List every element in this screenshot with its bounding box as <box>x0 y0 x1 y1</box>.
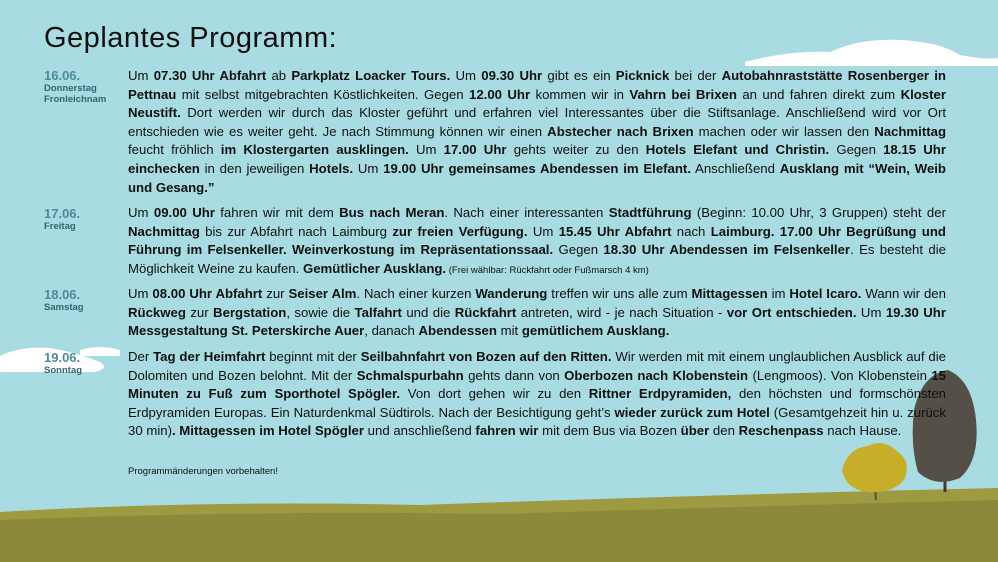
emphasis-text: Bus nach Meran <box>339 205 445 220</box>
emphasis-text: Seiser Alm <box>288 286 357 301</box>
emphasis-text: Seilbahnfahrt von Bozen auf den Ritten. <box>360 349 612 364</box>
program-paragraph-1 <box>128 67 946 197</box>
body-text: , danach <box>364 323 419 339</box>
body-text: nach <box>671 223 711 239</box>
cloud-left-small <box>80 347 120 356</box>
emphasis-text: Talfahrt <box>354 304 402 320</box>
body-text: und die <box>401 304 455 320</box>
body-text: Wann wir den <box>861 286 946 301</box>
day-weekday: Donnerstag <box>44 83 97 94</box>
body-text: Anschließend <box>691 160 780 176</box>
body-text: . Nach einer kurzen <box>356 286 476 301</box>
body-text: feucht fröhlich <box>128 142 221 158</box>
day-holiday: Fronleichnam <box>44 94 107 105</box>
emphasis-text: 15.45 Uhr Abfahrt <box>558 223 672 239</box>
emphasis-text: Tag der Heimfahrt <box>153 349 266 364</box>
body-text: (Lengmoos). Von Klobenstein <box>748 367 932 383</box>
emphasis-text: Hotels Elefant und Christin. <box>645 142 830 158</box>
emphasis-text: 19.00 Uhr gemeinsames Abendessen im Elefant. <box>383 160 691 176</box>
footer-note: Programmänderungen vorbehalten! <box>128 466 278 477</box>
body-text: Der <box>128 349 154 364</box>
day-weekday: Freitag <box>44 221 76 232</box>
emphasis-text: Reschenpass <box>738 423 824 439</box>
program-paragraph-2 <box>128 204 946 280</box>
body-text: Um <box>353 160 384 176</box>
body-text: zur <box>262 286 289 301</box>
body-text: in den jeweiligen <box>199 160 310 176</box>
body-text: Um <box>128 205 154 220</box>
body-text: , sowie die <box>286 304 355 320</box>
emphasis-text: zur freien Verfügung. <box>392 223 528 239</box>
emphasis-text: Ausklang mit “Wein, Weib und Gesang.” <box>128 160 946 195</box>
program-paragraph-3 <box>128 285 946 341</box>
body-text: zur <box>185 304 214 320</box>
emphasis-text: . Mittagessen im Hotel Spögler <box>171 423 364 439</box>
body-text: (Beginn: 10.00 Uhr, 3 Gruppen) steht der <box>691 205 946 220</box>
body-text: beginnt mit der <box>265 349 361 364</box>
body-text: antreten, wird - je nach Situation - <box>516 304 727 320</box>
emphasis-text: Gemütlicher Ausklang. <box>302 260 447 276</box>
emphasis-text: Abstecher nach Brixen <box>547 123 694 139</box>
emphasis-text: Autobahnraststätte Rosenberger in Pettnau <box>128 68 946 102</box>
emphasis-text: 19.30 Uhr Messgestaltung St. Peterskirche Auer <box>128 304 946 339</box>
emphasis-text: Stadtführung <box>608 205 692 220</box>
emphasis-text: 17.00 Uhr Begrüßung und Führung im Felsenkeller. Weinverkostung im Repräsentationssaal. <box>128 223 946 258</box>
emphasis-text: fahren wir <box>475 423 539 439</box>
body-text: Um <box>527 223 559 239</box>
body-text: bei der <box>669 68 722 83</box>
emphasis-text: Wanderung <box>475 286 548 301</box>
body-text: den <box>709 423 739 439</box>
body-text: Wir werden mit mit einem unglaublichen Ausblick auf die Dolomiten und Bozen belohnt. Mit der <box>128 349 946 383</box>
day-label-2 <box>44 206 80 232</box>
emphasis-text: 09.00 Uhr <box>153 205 215 220</box>
body-text: machen oder wir lassen den <box>693 123 875 139</box>
body-text: im <box>767 286 790 301</box>
body-text: Von dort gehen wir zu den <box>400 386 589 402</box>
body-text: bis zur Abfahrt nach Laimburg <box>199 223 393 239</box>
emphasis-text: 18.15 Uhr einchecken <box>128 142 946 176</box>
body-text: Um <box>408 142 444 158</box>
body-text: (Frei wählbar: Rückfahrt oder Fußmarsch 4 km) <box>446 264 649 276</box>
emphasis-text: 12.00 Uhr <box>468 86 531 102</box>
emphasis-text: Kloster Neustift. <box>128 86 946 121</box>
emphasis-text: Rückfahrt <box>454 304 517 320</box>
emphasis-text: Bergstation <box>213 304 287 320</box>
body-text: fahren wir mit dem <box>214 205 340 220</box>
body-text: Um <box>856 304 886 320</box>
emphasis-text: wieder zurück zum Hotel <box>614 404 770 420</box>
emphasis-text: Vahrn bei Brixen <box>629 86 737 102</box>
body-text: mit selbst mitgebrachten Köstlichkeiten. Gegen <box>176 86 469 102</box>
emphasis-text: Hotels. <box>309 160 354 176</box>
body-text: Dort werden wir durch das Kloster geführt und erfahren viel Interessantes über die Stiftsanlage. Anschließend wird vor Ort entschieden wie es weiter geht. Je nach Stimmung können wir einen <box>128 105 946 139</box>
program-paragraph-4 <box>128 348 946 441</box>
body-text: mit dem Bus via Bozen <box>538 423 681 439</box>
body-text: (Gesamtgehzeit hin u. zurück 30 min) <box>128 404 946 439</box>
emphasis-text: Picknick <box>615 68 670 83</box>
emphasis-text: Mittagessen <box>691 286 768 301</box>
bush-yellow <box>842 443 907 492</box>
day-weekday: Sonntag <box>44 365 82 376</box>
emphasis-text: 18.30 Uhr Abendessen im Felsenkeller <box>603 242 851 258</box>
day-weekday: Samstag <box>44 302 84 313</box>
emphasis-text: Hotel Icaro. <box>789 286 862 301</box>
day-date: 17.06. <box>44 206 81 221</box>
body-text: Um <box>128 68 154 83</box>
emphasis-text: Abendessen <box>418 323 497 339</box>
emphasis-text: 08.00 Uhr Abfahrt <box>152 286 263 301</box>
body-text: nach Hause. <box>823 423 902 439</box>
emphasis-text: vor Ort entschieden. <box>726 304 857 320</box>
emphasis-text: 09.30 Uhr <box>481 68 543 83</box>
body-text: gehts weiter zu den <box>506 142 646 158</box>
body-text: Gegen <box>553 242 604 258</box>
body-text: mit <box>496 323 522 339</box>
day-date: 19.06. <box>44 350 81 365</box>
body-text: und anschließend <box>363 423 476 439</box>
body-text: . Es besteht die Möglichkeit Weine zu kaufen. <box>128 242 946 276</box>
page-title: Geplantes Programm: <box>44 22 338 54</box>
day-date: 18.06. <box>44 287 81 302</box>
body-text: den höchsten und formschönsten Erdpyramiden Europas. Ein Naturdenkmal Südtirols. Nach der Besichtigung geht’s <box>128 386 946 420</box>
cloud-top-right <box>745 40 998 66</box>
body-text: gibt es ein <box>542 68 616 83</box>
emphasis-text: Parkplatz Loacker Tours. <box>291 68 451 83</box>
emphasis-text: Laimburg. <box>710 223 775 239</box>
emphasis-text: 07.30 Uhr Abfahrt <box>153 68 267 83</box>
body-text: treffen wir uns alle zum <box>547 286 692 301</box>
body-text: Gegen <box>829 142 884 158</box>
body-text: kommen wir in <box>530 86 630 102</box>
body-text: Um <box>450 68 482 83</box>
emphasis-text: 17.00 Uhr <box>443 142 507 158</box>
body-text: gehts dann von <box>463 367 565 383</box>
body-text: ab <box>266 68 292 83</box>
day-label-4 <box>44 350 82 376</box>
day-date: 16.06. <box>44 68 81 83</box>
day-label-3 <box>44 287 84 313</box>
day-label-1 <box>44 68 106 105</box>
body-text: . Nach einer interessanten <box>444 205 609 220</box>
emphasis-text: über <box>680 423 710 439</box>
emphasis-text: Nachmittag <box>874 123 946 139</box>
emphasis-text: Rückweg <box>128 304 186 320</box>
emphasis-text: im Klostergarten ausklingen. <box>220 142 409 158</box>
body-text: an und fahren direkt zum <box>736 86 901 102</box>
emphasis-text: Rittner Erdpyramiden, <box>588 386 732 402</box>
emphasis-text: Nachmittag <box>128 223 200 239</box>
emphasis-text: Oberbozen nach Klobenstein <box>564 367 749 383</box>
emphasis-text: 15 Minuten zu Fuß zum Sporthotel Spögler. <box>128 367 946 402</box>
emphasis-text: gemütlichem Ausklang. <box>521 323 670 339</box>
emphasis-text: Schmalspurbahn <box>356 367 464 383</box>
body-text: Um <box>128 286 153 301</box>
